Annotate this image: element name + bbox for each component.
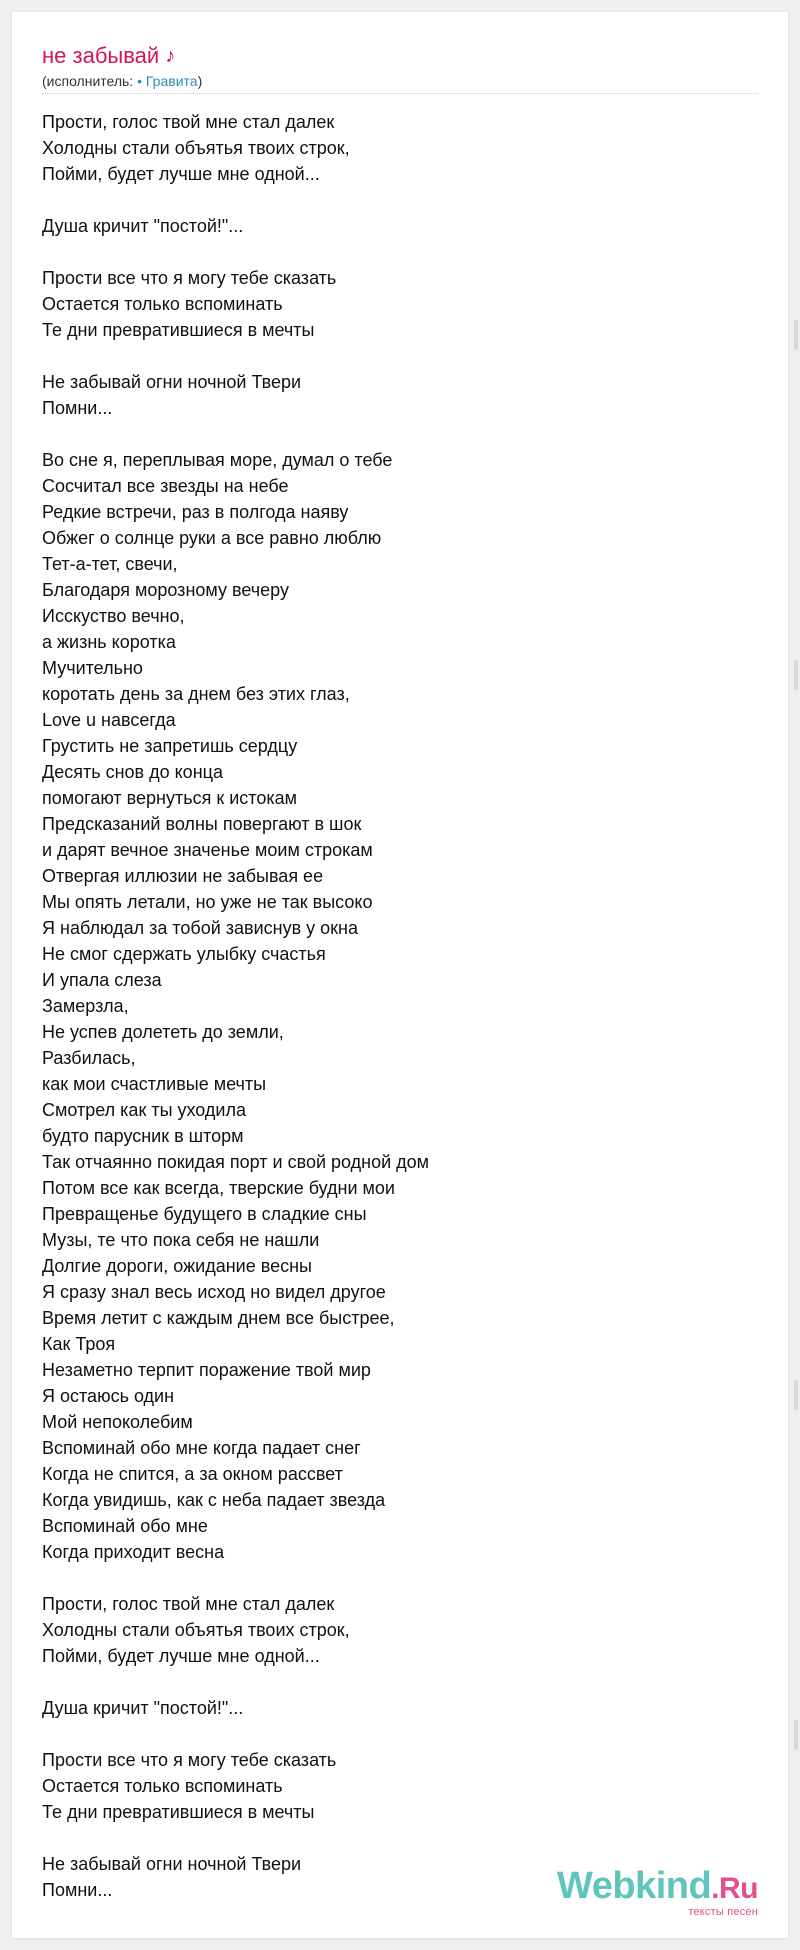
lyrics-blank-line [42,239,742,265]
lyrics-page [12,12,788,1938]
lyrics-blank-line [42,1669,742,1695]
lyrics-line: Прости, голос твой мне стал далек [42,1594,335,1614]
lyrics-line: как мои счастливые мечты [42,1074,267,1094]
lyrics-line: Грустить не запретишь сердцу [42,736,298,756]
lyrics-line: Во сне я, переплывая море, думал о тебе [42,450,393,470]
lyrics-line: Время летит с каждым днем все быстрее, [42,1308,395,1328]
lyrics-blank-line [42,1721,742,1747]
lyrics-line: Мы опять летали, но уже не так высоко [42,892,373,912]
lyrics-line: Не забывай огни ночной Твери [42,372,302,392]
lyrics-line: Остается только вспоминать [42,294,283,314]
lyrics-line: Разбилась, [42,1048,136,1068]
lyrics-line: Музы, те что пока себя не нашли [42,1230,320,1250]
lyrics-line: Десять снов до конца [42,762,223,782]
lyrics-line: Прости все что я могу тебе сказать [42,268,337,288]
artist-suffix: ) [197,73,203,89]
lyrics-line: Когда увидишь, как с неба падает звезда [42,1490,386,1510]
lyrics-line: Холодны стали объятья твоих строк, [42,138,350,158]
artist-prefix: (исполнитель: [42,73,138,89]
lyrics-line: Когда не спится, а за окном рассвет [42,1464,343,1484]
lyrics-line: Превращенье будущего в сладкие сны [42,1204,367,1224]
lyrics-line: Я наблюдал за тобой зависнув у окна [42,918,358,938]
song-title-row [42,42,175,70]
lyrics-blank-line [42,421,742,447]
lyrics-blank-line [42,1825,742,1851]
logo-subtitle: тексты песен [688,1906,758,1918]
page-edge-decoration [794,1720,798,1750]
lyrics-line: Помни... [42,398,113,418]
lyrics-line: Душа кричит "постой!"... [42,216,244,236]
lyrics-line: Замерзла, [42,996,129,1016]
lyrics-line: Не смог сдержать улыбку счастья [42,944,326,964]
logo-main-text: Webkind [557,1865,712,1907]
logo-suffix: .Ru [711,1872,758,1905]
lyrics-line: Прости все что я могу тебе сказать [42,1750,337,1770]
lyrics-line: Вспоминай обо мне когда падает снег [42,1438,361,1458]
page-edge-decoration [794,1380,798,1410]
lyrics-line: Долгие дороги, ожидание весны [42,1256,312,1276]
lyrics-blank-line [42,187,742,213]
lyrics-blank-line [42,343,742,369]
lyrics-line: Когда приходит весна [42,1542,225,1562]
page-edge-decoration [794,660,798,690]
lyrics-line: Пойми, будет лучше мне одной... [42,164,320,184]
lyrics-line: Помни... [42,1880,113,1900]
bullet-icon: • [137,73,142,89]
lyrics-line: а жизнь коротка [42,632,176,652]
lyrics-line: Исскуство вечно, [42,606,185,626]
lyrics-line: Редкие встречи, раз в полгода наяву [42,502,349,522]
lyrics-line: Благодаря морозному вечеру [42,580,289,600]
lyrics-line: Сосчитал все звезды на небе [42,476,289,496]
lyrics-line: Пойми, будет лучше мне одной... [42,1646,320,1666]
lyrics-line: Я сразу знал весь исход но видел другое [42,1282,386,1302]
lyrics-line: Холодны стали объятья твоих строк, [42,1620,350,1640]
lyrics-line: и дарят вечное значенье моим строкам [42,840,373,860]
lyrics-line: Как Троя [42,1334,116,1354]
lyrics-line: И упала слеза [42,970,162,990]
lyrics-line: Мучительно [42,658,143,678]
logo-wordmark [557,1867,758,1908]
lyrics-line: будто парусник в шторм [42,1126,244,1146]
lyrics-line: Незаметно терпит поражение твой мир [42,1360,371,1380]
lyrics-line: Те дни превратившиеся в мечты [42,320,315,340]
lyrics-line: Love u навсегда [42,710,176,730]
lyrics-line: Не успев долететь до земли, [42,1022,284,1042]
page-edge-decoration [794,320,798,350]
lyrics-line: Прости, голос твой мне стал далек [42,112,335,132]
lyrics-line: Потом все как всегда, тверские будни мои [42,1178,395,1198]
lyrics-line: Те дни превратившиеся в мечты [42,1802,315,1822]
lyrics-line: Тет-а-тет, свечи, [42,554,178,574]
lyrics-line: Душа кричит "постой!"... [42,1698,244,1718]
site-logo[interactable] [557,1867,758,1918]
song-title: не забывай [42,43,160,68]
lyrics-line: Вспоминай обо мне [42,1516,208,1536]
lyrics-line: Отвергая иллюзии не забывая ее [42,866,324,886]
lyrics-line: Мой непоколебим [42,1412,193,1432]
lyrics-line: Так отчаянно покидая порт и свой родной дом [42,1152,430,1172]
lyrics-line: Обжег о солнце руки а все равно люблю [42,528,382,548]
music-note-icon: ♪ [165,45,176,67]
artist-link[interactable]: Гравита [145,73,198,89]
lyrics-blank-line [42,1565,742,1591]
lyrics-text [42,109,742,1903]
lyrics-line: Не забывай огни ночной Твери [42,1854,302,1874]
artist-info [42,72,758,94]
lyrics-line: Смотрел как ты уходила [42,1100,246,1120]
lyrics-line: Остается только вспоминать [42,1776,283,1796]
lyrics-line: Предсказаний волны повергают в шок [42,814,362,834]
lyrics-line: коротать день за днем без этих глаз, [42,684,350,704]
lyrics-line: помогают вернуться к истокам [42,788,298,808]
lyrics-line: Я остаюсь один [42,1386,175,1406]
